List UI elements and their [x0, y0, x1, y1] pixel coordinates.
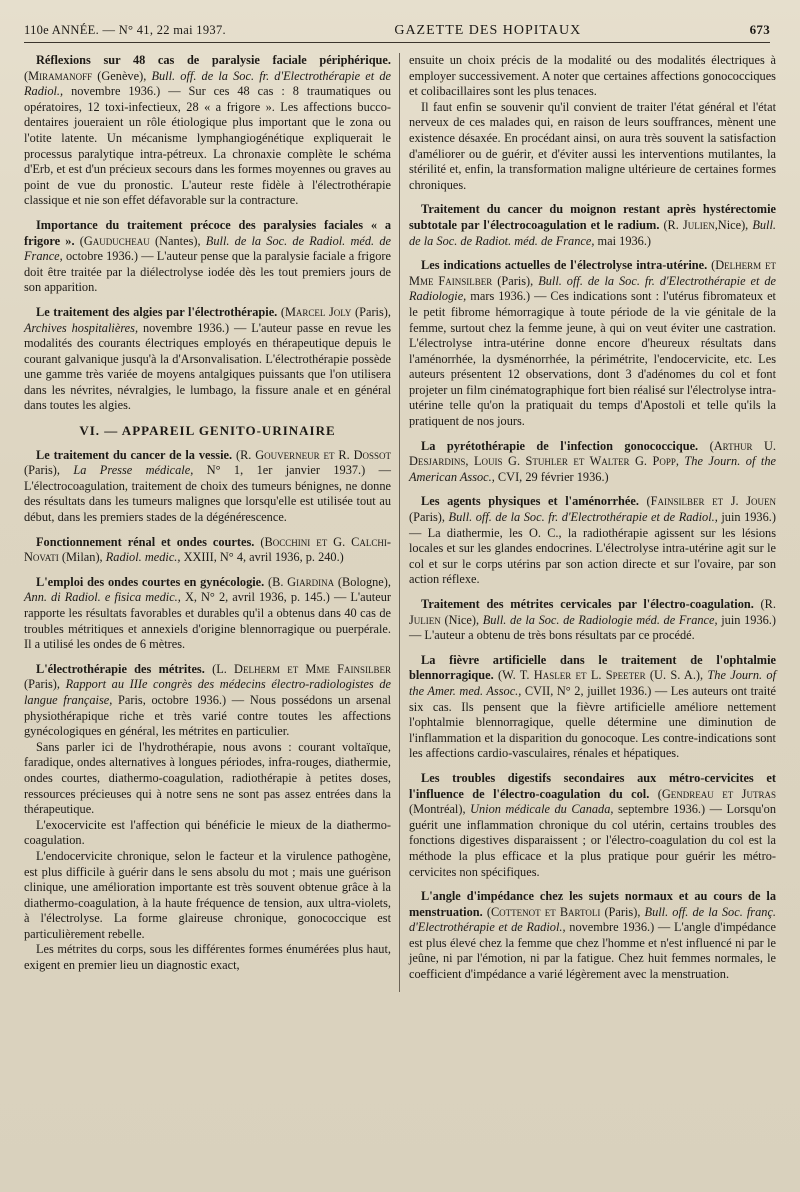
paragraph: Les métrites du corps, sous les différentes formes énumérées plus haut, exigent en premier lieu un diagnostic exact,: [24, 942, 391, 973]
issue-line: 110e ANNÉE. — N° 41, 22 mai 1937.: [24, 23, 226, 37]
paragraph: Sans parler ici de l'hydrothérapie, nous avons : courant voltaïque, faradique, ondes alternatives à longues périodes, infra-rouges, diathermie, ondes courtes, diathermo-coagulation, radiothérapie à petites doses, ressources précieuses qui à notre sens ne sont pas assez entrées dans la thérapeutique.: [24, 739, 391, 817]
article-paralysie-faciale: Réflexions sur 48 cas de paralysie faciale périphérique. (Miramanoff (Genève), Bull. off. de la Soc. fr. d'Electrothérapie et de Radiol., novembre 1936.) — Sur ces 48 cas : 8 traumatiques ou opératoires, 12 toxi-infectieux, 28 « a frigore ». Les affections bucco-dentaires joueraient un rôle étiologique plus important que le zona ou l'otite latente. Un mécanisme lymphangiogénétique expliquerait le processus paralytique intra-pétreux. La chronaxie complète le schéma d'Erb, et est d'un précieux secours dans les formes moyennes ou graves au point de vue du pronostic. L'auteur reste fidèle à l'électrothérapie classique et nie son effet défavorable sur la contracture.: [24, 53, 392, 208]
paragraph: ensuite un choix précis de la modalité ou des modalités électriques à employer successivement. A noter que certaines affections gonococciques et colibacillaires sont les plus tenaces.: [409, 53, 776, 99]
article-pyretotherapie: La pyrétothérapie de l'infection gonococcique. (Arthur U. Desjardins, Louis G. Stuhler et Walter G. Popp, The Journ. of the American Assoc., CVI, 29 février 1936.): [409, 438, 776, 484]
article-cancer-moignon: Traitement du cancer du moignon restant après hystérectomie subtotale par l'électrocoagulation et le radium. (R. Julien,Nice), Bull. de la Soc. de Radiot. méd. de France, mai 1936.): [409, 202, 776, 248]
article-ondes-courtes-gynecologie: L'emploi des ondes courtes en gynécologie. (B. Giardina (Bologne), Ann. di Radiol. e fisica medic., X, N° 2, avril 1936, p. 145.) — L'auteur rapporte les résultats favorables et durables qu'il a obtenus dans 40 cas de troubles métritiques et annexiels d'origine blennorragique ou puerpérale. Il a utilisé les ondes de 6 mètres.: [24, 574, 392, 652]
article-algies: Le traitement des algies par l'électrothérapie. (Marcel Joly (Paris), Archives hospitalières, novembre 1936.) — L'auteur passe en revue les modalités des courants électriques employés en thérapeutique depuis le courant galvanique jusqu'à la d'Arsonvalisation. L'électrothérapie possède une gamme très variée de moyens antalgiques puissants que l'on utilisera dans les névrites, névralgies, le lumbago, la fissure anale et en général dans toutes les algies.: [24, 304, 391, 413]
page-header: [24, 22, 770, 43]
paragraph: L'endocervicite chronique, selon le facteur et la virulence pathogène, est plus difficile à guérir dans le sens absolu du mot ; mais une guérison clinique, une amélioration importante est très souvent obtenue grâce à la diathermo-coagulation, à la haute fréquence de tension, aux ultra-violets, à l'électrolyse. La forme glaireuse chronique, gonococcique est particulièrement rebelle.: [24, 848, 391, 941]
article-cancer-vessie: Le traitement du cancer de la vessie. (R. Gouverneur et R. Dossot (Paris), La Presse médicale, N° 1, 1er janvier 1937.) — L'électrocoagulation, traitement de choix des tumeurs bénignes, ne donne des résultats dans les tumeurs malignes que lorsqu'elle est utilisée tout au début, dans les premiers stades de la dégénérescence.: [24, 447, 391, 525]
article-fonctionnement-renal: Fonctionnement rénal et ondes courtes. (Bocchini et G. Calchi-Novati (Milan), Radiol. medic., XXIII, N° 4, avril 1936, p. 240.): [24, 534, 392, 565]
journal-title: GAZETTE DES HOPITAUX: [394, 23, 582, 38]
article-electrotherapie-metrites: L'électrothérapie des métrites. (L. Delherm et Mme Fainsilber (Paris), Rapport au IIIe congrès des médecins électro-radiologistes de langue française, Paris, octobre 1936.) — Nous possédons un arsenal physiothérapique riche et très varié contre toutes les affections gynécologiques en général, les métrites en particulier.: [24, 661, 392, 739]
paragraph: L'exocervicite est l'affection qui bénéficie le mieux de la diathermo-coagulation.: [24, 817, 391, 848]
paragraph: Il faut enfin se souvenir qu'il convient de traiter l'état général et l'état nerveux de ces malades qui, en raison de leurs souffrances, mènent une existence désaxée. En procédant ainsi, on aura très souvent la satisfaction d'améliorer ou de guérir, et d'éviter aussi les interventions mutilantes, la stérilité et, enfin, la transformation maligne ultérieure de certaines formes chroniques.: [409, 99, 776, 192]
article-agents-physiques: Les agents physiques et l'aménorrhée. (Fainsilber et J. Jouen (Paris), Bull. off. de la Soc. fr. d'Electrothérapie et de Radiol., juin 1936.) — La diathermie, les O. C., la radiothérapie agissent sur les lésions locales et sur les glandes endocrines. L'électrolyse intra-utérine agit sur le col et sur le corps utérins par son action directe et sur l'ovaire, par son action réflexe.: [409, 494, 776, 587]
article-troubles-digestifs: Les troubles digestifs secondaires aux métro-cervicites et l'influence de l'électro-coagulation du col. (Gendreau et Jutras (Montréal), Union médicale du Canada, septembre 1936.) — Lorsqu'on guérit une inflammation chronique du col utérin, certains troubles des fonctions digestives disparaissent ; or l'électro-coagulation du col est la méthode la plus efficace et la plus pratique pour guérir les métro-cervicites non spécifiques.: [409, 770, 776, 879]
text-columns: [24, 53, 776, 992]
page-number: 673: [749, 22, 770, 37]
left-column: [24, 53, 400, 992]
article-angle-impedance: L'angle d'impédance chez les sujets normaux et au cours de la menstruation. (Cottenot et Bartoli (Paris), Bull. off. de la Soc. franç. d'Electrothérapie et de Radiol., novembre 1936.) — L'angle d'impédance est plus élevé chez la femme que chez l'homme et n'est influencé ni par le jeûne, ni par l'émotion, ni par la fatigue. Chez huit femmes normales, le coefficient d'impédance a varié légèrement avec la menstruation.: [409, 889, 777, 982]
right-column: [400, 53, 776, 992]
article-electrolyse-intra-uterine: Les indications actuelles de l'électrolyse intra-utérine. (Delherm et Mme Fainsilber (Paris), Bull. off. de la Soc. fr. d'Electrothérapie et de Radiologie, mars 1936.) — Ces indications sont : l'utérus fibromateux et le petit fibrome hémorragique à toute période de la vie génitale de la femme, surtout chez la femme jeune, à qui on veut éviter une castration. L'électrolyse intra-utérine donne encore d'heureux résultats dans l'aménorrhée, la dysménorrhée, la périmétrite, l'endocervicite, etc. Les auteurs présentent 12 observations, dont 3 d'adénomes du col et font projeter un film cinématographique fort bien réalisé sur l'électrolyse intra-utérine telle qu'on la pratiquait du temps d'Apostoli et telle qu'ils la pratiquent de nos jours.: [409, 258, 777, 429]
section-heading: VI. — APPAREIL GENITO-URINAIRE: [79, 423, 336, 439]
article-metrites-cervicales: Traitement des métrites cervicales par l'électro-coagulation. (R. Julien (Nice), Bull. de la Soc. de Radiologie méd. de France, juin 1936.) — L'auteur a obtenu de très bons résultats par ce procédé.: [409, 597, 776, 643]
article-traitement-precoce: Importance du traitement précoce des paralysies faciales « a frigore ». (Gauducheau (Nantes), Bull. de la Soc. de Radiol. méd. de France, octobre 1936.) — L'auteur pense que la paralysie faciale a frigore doit être traitée par la diélectrolyse iodée dès les tout premiers jours de son apparition.: [24, 217, 392, 295]
article-fievre-artificielle: La fièvre artificielle dans le traitement de l'ophtalmie blennorragique. (W. T. Hasler et L. Speeter (U. S. A.), The Journ. of the Amer. med. Assoc., CVII, N° 2, juillet 1936.) — Les auteurs ont traité six cas. Ils pensent que la fièvre artificielle améliore nettement l'ophtalmie blennorragique, quelle détermine une diminution de l'inflammation et la disparition du gonocoque. Les contre-indications sont les affections cardio-vasculaires, rénales et hépatiques.: [409, 652, 777, 761]
